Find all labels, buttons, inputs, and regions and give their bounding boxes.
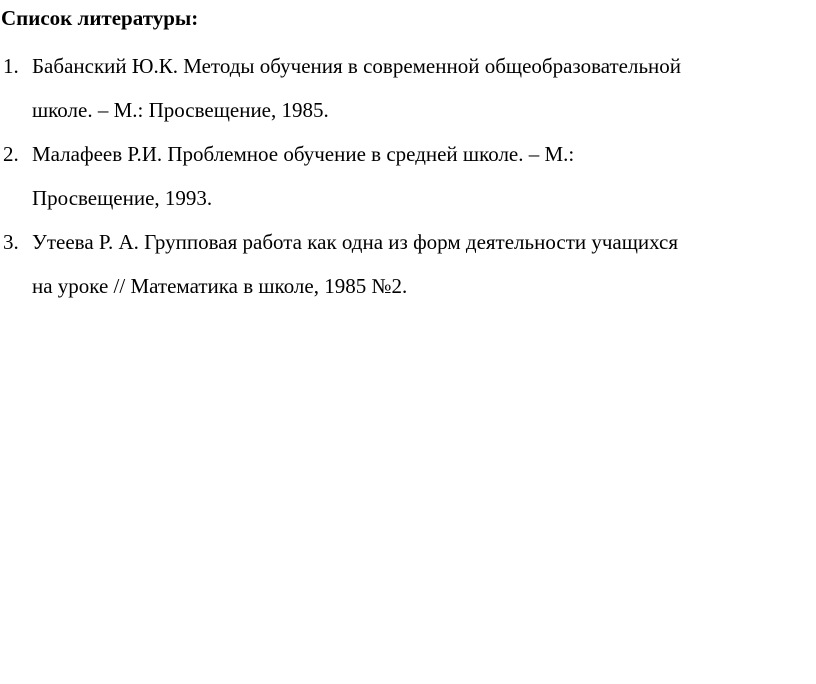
reference-text-line-1: Бабанский Ю.К. Методы обучения в современной общеобразовательной (32, 54, 682, 78)
bibliography-heading: Список литературы: (1, 6, 199, 30)
reference-item-2 (0, 132, 816, 220)
reference-number: 2. (3, 142, 19, 166)
reference-text-line-1: Малафеев Р.И. Проблемное обучение в средней школе. – М.: (32, 142, 575, 166)
reference-text-line-2: на уроке // Математика в школе, 1985 №2. (32, 274, 408, 298)
reference-text-line-2: школе. – М.: Просвещение, 1985. (32, 98, 329, 122)
reference-list (0, 44, 816, 308)
reference-text-line-1: Утеева Р. А. Групповая работа как одна из форм деятельности учащихся (32, 230, 679, 254)
reference-item-1 (0, 44, 816, 132)
reference-number: 1. (3, 54, 19, 78)
reference-number: 3. (3, 230, 19, 254)
reference-item-3 (0, 220, 816, 308)
reference-text-line-2: Просвещение, 1993. (32, 186, 213, 210)
